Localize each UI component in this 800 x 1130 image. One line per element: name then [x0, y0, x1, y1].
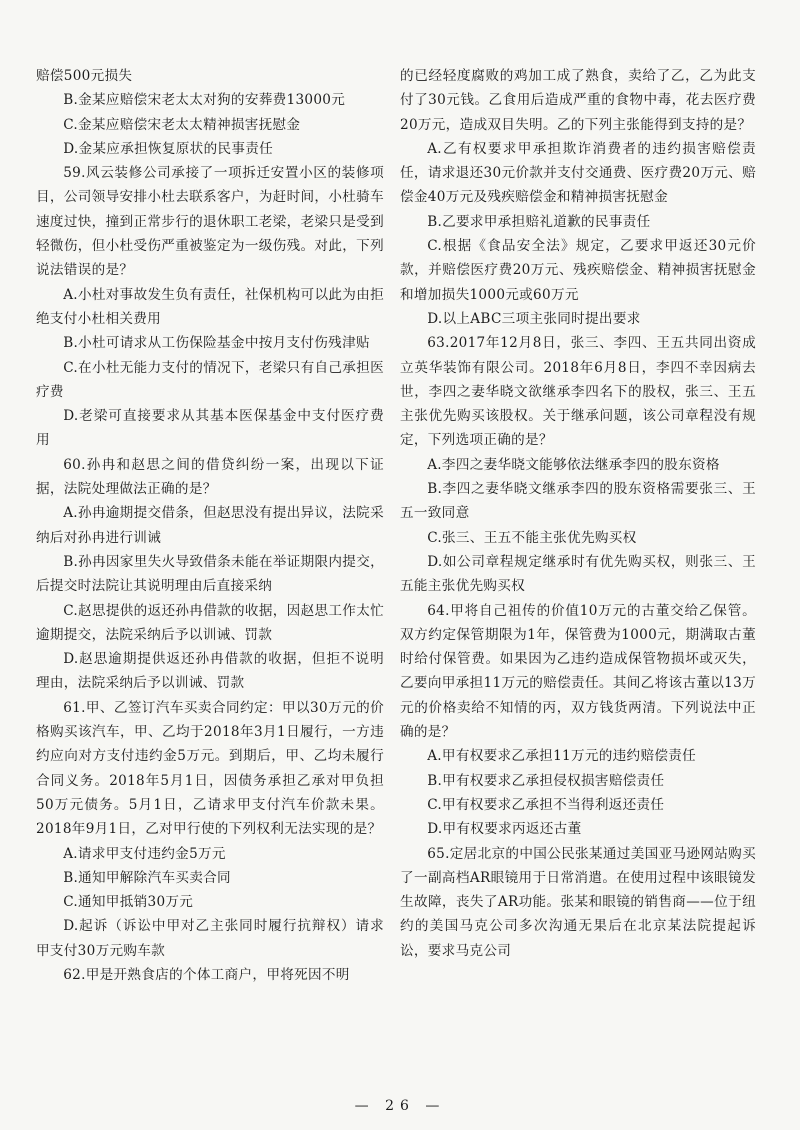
paragraph: C.根据《食品安全法》规定，乙要求甲返还30元价款，并赔偿医疗费20万元、残疾赔偿金、精神损害抚慰金和增加损失1000元或60万元	[400, 238, 756, 303]
paragraph: C.金某应赔偿宋老太太精神损害抚慰金	[63, 116, 301, 133]
paragraph: 60.孙冉和赵思之间的借贷纠纷一案，出现以下证据，法院处理做法正确的是？	[36, 456, 384, 498]
paragraph: 65.定居北京的中国公民张某通过美国亚马逊网站购买了一副高档AR眼镜用于日常消遣。在使用过程中该眼镜发生故障，丧失了AR功能。张某和眼镜的销售商——位于纽约的美国马克公司多次沟通无果后在北京某法院提起诉讼，要求马克公司	[400, 845, 756, 959]
paragraph: D.老梁可直接要求从其基本医保基金中支付医疗费用	[36, 408, 384, 449]
paragraph: A.孙冉逾期提交借条，但赵思没有提出异议，法院采纳后对孙冉进行训诫	[36, 505, 384, 546]
paragraph: B.通知甲解除汽车买卖合同	[63, 869, 231, 886]
paragraph: B.孙冉因家里失火导致借条未能在举证期限内提交，后提交时法院让其说明理由后直接采纳	[36, 553, 384, 595]
paragraph: B.李四之妻华晓文继承李四的股东资格需要张三、王五一致同意	[400, 481, 756, 522]
paragraph: A.乙有权要求甲承担欺诈消费者的违约损害赔偿责任，请求退还30元价款并支付交通费、医疗费20万元、赔偿金40万元及残疾赔偿金和精神损害抚慰金	[400, 140, 756, 206]
paragraph: 59.风云装修公司承接了一项拆迁安置小区的装修项目，公司领导安排小杜去联系客户，为赶时间，小杜骑车速度过快，撞到正常步行的退休职工老梁，老梁只是受到轻微伤，但小杜受伤严重被鉴定为一级伤残。对此，下列说法错误的是？	[36, 165, 384, 279]
paragraph: C.在小杜无能力支付的情况下，老梁只有自己承担医疗费	[36, 359, 384, 400]
paragraph: A.小杜对事故发生负有责任，社保机构可以此为由拒绝支付小杜相关费用	[36, 286, 384, 327]
paragraph: B.甲有权要求乙承担侵权损害赔偿责任	[427, 772, 665, 789]
paragraph: A.甲有权要求乙承担11万元的违约赔偿责任	[427, 748, 697, 765]
paragraph: 62.甲是开熟食店的个体工商户，甲将死因不明	[63, 966, 350, 983]
paragraph: D.以上ABC三项主张同时提出要求	[427, 310, 641, 327]
paragraph: A.请求甲支付违约金5万元	[63, 845, 226, 862]
paragraph: 64.甲将自己祖传的价值10万元的古董交给乙保管。双方约定保管期限为1年，保管费为1000元，期满取古董时给付保管费。如果因为乙违约造成保管物损坏或灭失，乙要向甲承担11万元的赔偿责任。其间乙将该古董以13万元的价格卖给不知情的丙，双方钱货两清。下列说法中正确的是？	[400, 602, 756, 741]
left-column	[36, 64, 384, 987]
paragraph: C.甲有权要求乙承担不当得利返还责任	[427, 796, 665, 813]
paragraph: D.金某应承担恢复原状的民事责任	[63, 140, 274, 157]
paragraph: 的已经轻度腐败的鸡加工成了熟食，卖给了乙，乙为此支付了30元钱。乙食用后造成严重的食物中毒，花去医疗费20万元，造成双目失明。乙的下列主张能得到支持的是？	[400, 68, 756, 133]
paragraph: B.小杜可请求从工伤保险基金中按月支付伤残津贴	[63, 335, 370, 352]
paragraph: C.张三、王五不能主张优先购买权	[427, 529, 637, 546]
right-column	[400, 64, 756, 963]
paragraph: D.甲有权要求丙返还古董	[427, 821, 582, 838]
paragraph: C.赵思提供的返还孙冉借款的收据，因赵思工作太忙逾期提交，法院采纳后予以训诫、罚款	[36, 602, 384, 643]
paragraph: 61.甲、乙签订汽车买卖合同约定：甲以30万元的价格购买该汽车，甲、乙均于2018年3月1日履行，一方违约应向对方支付违约金5万元。到期后，甲、乙均未履行合同义务。2018年5月1日，因债务承担乙承对甲负担50万元债务。5月1日，乙请求甲支付汽车价款未果。2018年9月1日，乙对甲行使的下列权利无法实现的是？	[36, 699, 384, 838]
paragraph: A.李四之妻华晓文能够依法继承李四的股东资格	[427, 456, 720, 473]
paragraph: D.起诉（诉讼中甲对乙主张同时履行抗辩权）请求甲支付30万元购车款	[36, 918, 384, 959]
page-number: — 26 —	[354, 1098, 446, 1114]
paragraph: 63.2017年12月8日，张三、李四、王五共同出资成立英华装饰有限公司。2018年6月8日，李四不幸因病去世，李四之妻华晓文欲继承李四名下的股权，张三、王五主张优先购买该股权。关于继承问题，该公司章程没有规定，下列选项正确的是？	[400, 335, 756, 449]
paragraph: D.赵思逾期提供返还孙冉借款的收据，但拒不说明理由，法院采纳后予以训诫、罚款	[36, 651, 384, 692]
paragraph: B.乙要求甲承担赔礼道歉的民事责任	[427, 213, 651, 230]
paragraph: 赔偿500元损失	[36, 68, 133, 84]
paragraph: B.金某应赔偿宋老太太对狗的安葬费13000元	[63, 92, 346, 109]
paragraph: D.如公司章程规定继承时有优先购买权，则张三、王五能主张优先购买权	[400, 553, 756, 595]
paragraph: C.通知甲抵销30万元	[63, 894, 194, 911]
